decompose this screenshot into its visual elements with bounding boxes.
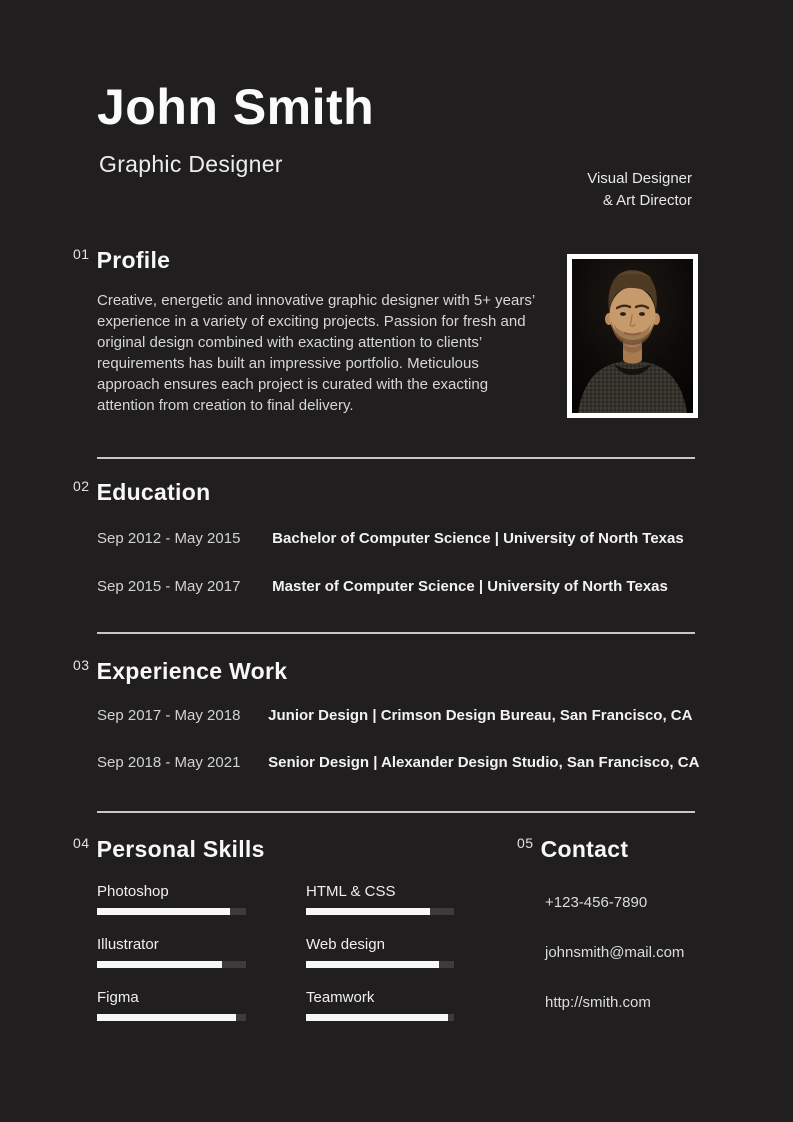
skill-label: Illustrator [97, 936, 159, 953]
contact-email: johnsmith@mail.com [545, 944, 685, 961]
education-dates: Sep 2012 - May 2015 [97, 530, 241, 547]
education-degree: Master of Computer Science | University of North Texas [272, 578, 668, 595]
secondary-role [587, 168, 692, 211]
skills-column-left [97, 883, 246, 1042]
person-name: John Smith [97, 79, 375, 135]
skill-item [306, 883, 454, 915]
contact-website: http://smith.com [545, 994, 651, 1011]
skills-section-number: 04 [73, 835, 90, 851]
skill-label: Photoshop [97, 883, 169, 900]
skill-bar-fill [306, 1014, 448, 1021]
skill-label: Figma [97, 989, 139, 1006]
experience-position: Senior Design | Alexander Design Studio, San Francisco, CA [268, 754, 700, 771]
skill-bar-track [306, 961, 454, 968]
divider [97, 457, 695, 459]
skill-label: Teamwork [306, 989, 375, 1006]
portrait-photo [567, 254, 698, 418]
experience-dates: Sep 2017 - May 2018 [97, 707, 241, 724]
education-section-heading [73, 479, 210, 506]
skill-bar-track [97, 1014, 246, 1021]
contact-phone: +123-456-7890 [545, 894, 648, 911]
skill-bar-fill [97, 1014, 236, 1021]
experience-dates: Sep 2018 - May 2021 [97, 754, 241, 771]
experience-position: Junior Design | Crimson Design Bureau, San Francisco, CA [268, 707, 693, 724]
experience-section-heading [73, 658, 287, 685]
profile-section-title: Profile [96, 247, 171, 273]
skill-label: Web design [306, 936, 385, 953]
contact-section-number: 05 [517, 835, 534, 851]
skill-bar-track [97, 961, 246, 968]
skill-bar-fill [97, 908, 230, 915]
skill-bar-track [306, 1014, 454, 1021]
skill-item [97, 936, 246, 968]
skill-bar-fill [97, 961, 222, 968]
skill-bar-track [306, 908, 454, 915]
contact-section-title: Contact [540, 836, 629, 862]
skill-item [306, 936, 454, 968]
skill-bar-fill [306, 961, 439, 968]
contact-section-heading [517, 836, 628, 863]
skill-item [97, 989, 246, 1021]
experience-row [97, 707, 692, 724]
divider [97, 632, 695, 634]
experience-section-number: 03 [73, 657, 90, 673]
secondary-role-line1: Visual Designer [587, 170, 692, 187]
profile-section-number: 01 [73, 246, 90, 262]
education-row [97, 530, 684, 547]
skills-column-right [306, 883, 454, 1042]
portrait-illustration [572, 259, 693, 413]
education-degree: Bachelor of Computer Science | University of North Texas [272, 530, 684, 547]
skill-bar-track [97, 908, 246, 915]
skills-section-title: Personal Skills [96, 836, 265, 862]
skill-item [97, 883, 246, 915]
skill-item [306, 989, 454, 1021]
contact-list [545, 894, 684, 1044]
experience-section-title: Experience Work [96, 658, 288, 684]
education-section-title: Education [96, 479, 211, 505]
education-row [97, 578, 668, 595]
skill-label: HTML & CSS [306, 883, 396, 900]
divider [97, 811, 695, 813]
education-section-number: 02 [73, 478, 90, 494]
skill-bar-fill [306, 908, 430, 915]
profile-section-heading [73, 247, 170, 274]
skills-section-heading [73, 836, 265, 863]
job-title: Graphic Designer [99, 151, 283, 177]
experience-row [97, 754, 699, 771]
secondary-role-line2: & Art Director [602, 191, 692, 209]
profile-summary: Creative, energetic and innovative graphic designer with 5+ years’ experience in a variety of exciting projects. Passion for fresh and original design combined with exacting attention to clients’ requirements has built an impressive portfolio. Meticulous approach ensures each project is curated with the exacting attention from creation to final delivery. [97, 292, 535, 414]
education-dates: Sep 2015 - May 2017 [97, 578, 241, 595]
